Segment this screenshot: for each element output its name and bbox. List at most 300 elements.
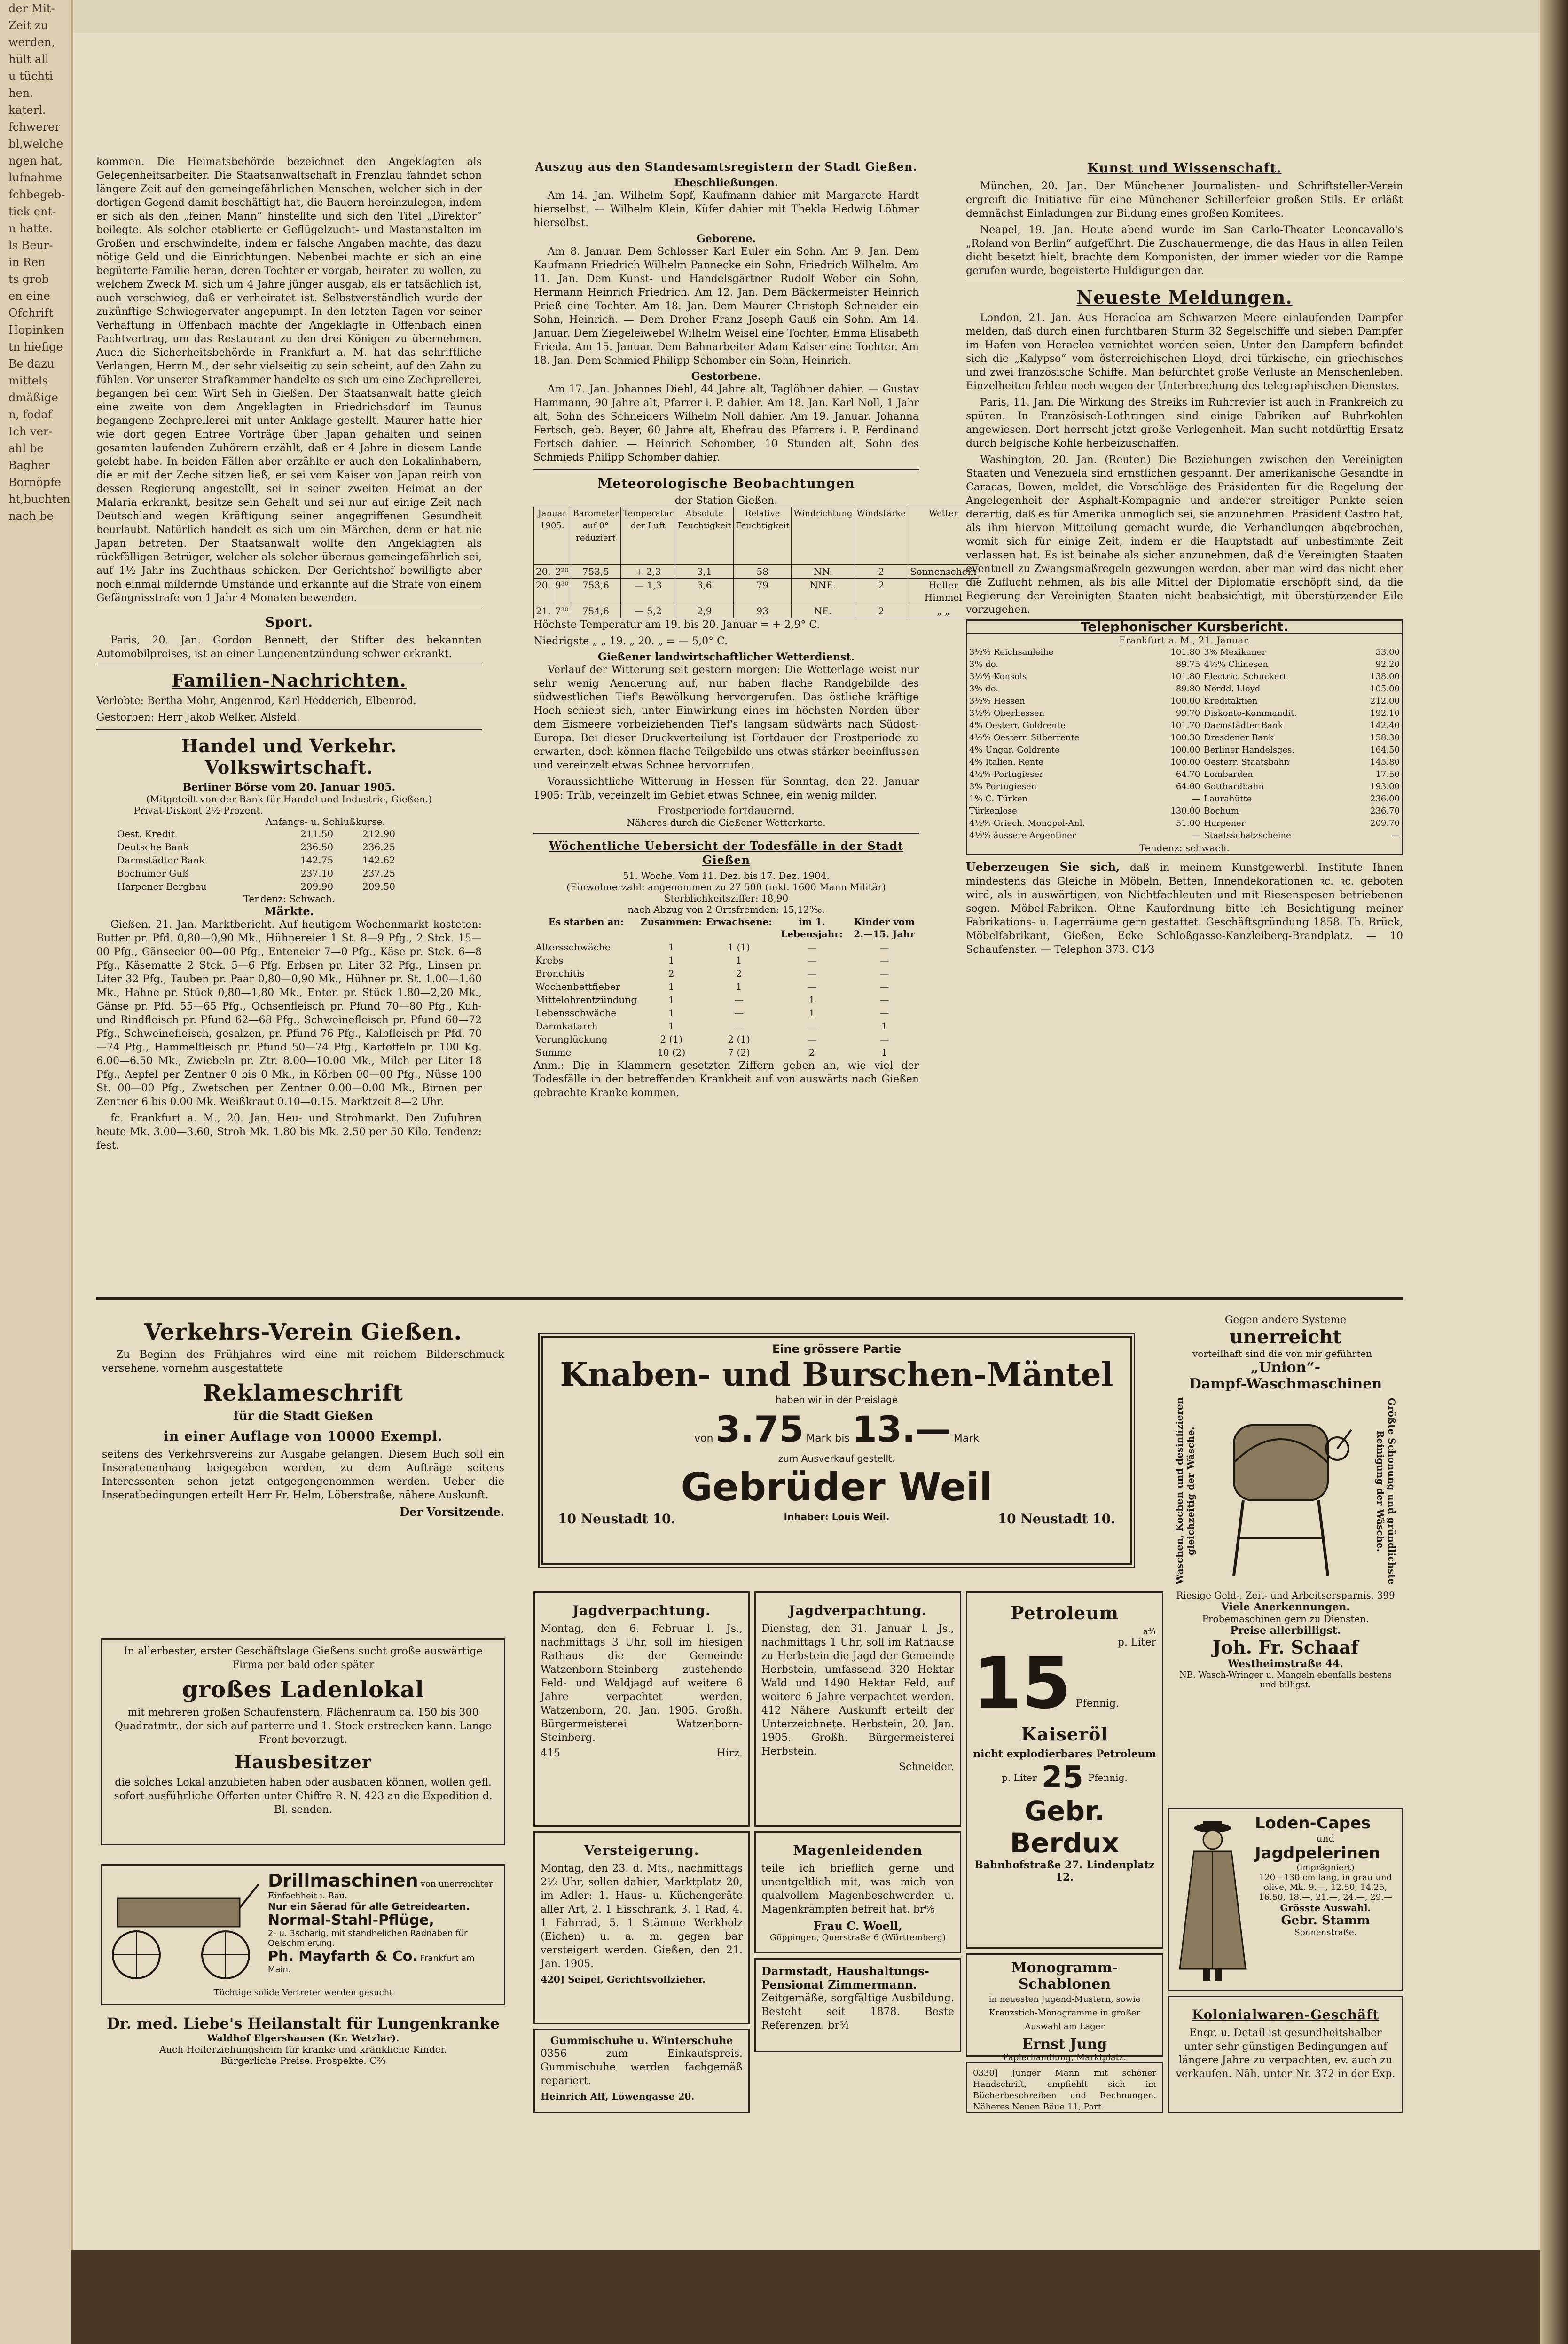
ad-jagd-watzenborn [533, 1591, 750, 1827]
meteo-cell: 21. [534, 604, 553, 618]
gutter-line: Zeit zu [8, 19, 48, 32]
table-row [967, 744, 1403, 756]
stock-name: 4½% Oesterr. Silberrente [969, 733, 1080, 743]
deaths-cell: 1 [881, 1020, 887, 1032]
deaths-cell: — [734, 1007, 744, 1019]
meteo-cell: — 5,2 [621, 604, 675, 618]
drill-text-2: 2- u. 3scharig, mit standhelichen Radnaben für Oelschmierung. [268, 1929, 468, 1948]
arts-heading: Kunst und Wissenschaft. [1087, 160, 1282, 176]
stock-name: Türkenlose [969, 806, 1017, 816]
stock-name: 3% do. [969, 659, 999, 669]
ad-loden-capes [1168, 1808, 1403, 1991]
table-row [967, 793, 1403, 805]
table-row [115, 880, 397, 893]
meteo-heading: Meteorologische Beobachtungen [597, 476, 855, 491]
deaths-population: (Einwohnerzahl: angenommen zu 27 500 (inkl. 1600 Mann Militär) [566, 881, 886, 893]
stock-name: 3½% Hessen [969, 696, 1025, 706]
kais-heading: Kaiseröl [1021, 1724, 1108, 1745]
deaths-cell: 1 [736, 981, 742, 992]
berdux-heading: Gebr. Berdux [1010, 1795, 1120, 1859]
drill-firm: Ph. Mayfarth & Co. [268, 1948, 418, 1965]
stock-price: 99.70 [1176, 708, 1200, 718]
ad-verkehrsverein [96, 1309, 510, 1620]
gutter-line: werden, [8, 36, 55, 49]
table-row [967, 781, 1403, 793]
union-pre: Gegen andere Systeme [1224, 1314, 1347, 1326]
deaths-cell: Verunglückung [535, 1034, 608, 1045]
deaths-cell: Lebensschwäche [535, 1007, 617, 1019]
stock-name: Staatsschatzscheine [1204, 831, 1291, 840]
deaths-cell: — [734, 994, 744, 1005]
table-row [967, 805, 1403, 817]
stock-name: 4% Ungar. Goldrente [969, 745, 1060, 755]
deaths-cell: — [807, 1020, 817, 1032]
meteo-cell: 20. [534, 565, 553, 579]
column-2 [533, 155, 977, 1283]
bottom-margin [71, 2250, 1540, 2344]
table-row [967, 817, 1403, 830]
table-row [533, 941, 919, 954]
boerse-discount: Privat-Diskont 2½ Prozent. [134, 805, 263, 816]
meteo-column-header: Relative Feuchtigkeit [733, 507, 791, 565]
magen-address: Göppingen, Querstraße 6 (Württemberg) [769, 1933, 946, 1943]
gutter-line: n hatte. [8, 222, 53, 235]
weil-von: von [694, 1433, 713, 1444]
meteo-column-header: Absolute Feuchtigkeit [675, 507, 733, 565]
table-row [967, 683, 1403, 695]
meteo-cell: 3,6 [675, 579, 733, 604]
deaths-cell: 1 [668, 1020, 674, 1032]
union-side-text-left: Waschen, Kochen und desinfizieren gleichzeitig der Wäsche. [1174, 1397, 1196, 1585]
weil-mark-2: Mark [953, 1433, 979, 1444]
stock-price: 193.00 [1370, 782, 1400, 792]
meteo-cell: 2²⁰ [553, 565, 571, 579]
weil-sub: haben wir in der Preislage [775, 1394, 898, 1405]
deaths-cell: Altersschwäche [535, 941, 611, 953]
verkehrsverein-text-2: seitens des Verkehrsvereins zur Ausgabe gelangen. Diesem Buch soll ein Inseratenanhang beigegeben werden, zu dem Aufträge seitens Interessenten schon jetzt entgegengenommen werden. Ueber die Inseratbedingungen erteilt Herr Fr. Helm, Löberstraße, nähere Auskunft. [102, 1449, 504, 1501]
gutter-line: ls Beur- [8, 239, 53, 252]
deaths-cell: 2 (1) [660, 1034, 682, 1045]
arts-text-2: Neapel, 19. Jan. Heute abend wurde im San Carlo-Theater Leoncavallo's „Roland von Berlin“ aufgeführt. Die Zuschauermenge, die das Haus in allen Teilen dicht besetzt hielt, brachte dem Komponisten, der immer wieder vor die Rampe gerufen wurde, begeisterte Huldigungen dar. [966, 224, 1403, 277]
table-row [533, 1019, 919, 1033]
stock-report-date: Frankfurt a. M., 21. Januar. [1119, 635, 1250, 646]
deaths-overview-heading: Wöchentliche Uebersicht der Todesfälle in der Stadt Gießen [549, 839, 904, 867]
boerse-table [115, 827, 397, 893]
union-text: vorteilhaft sind die von mir geführten [1192, 1348, 1372, 1359]
deaths-sum-cell: 1 [881, 1047, 887, 1058]
markets-text: Gießen, 21. Jan. Marktbericht. Auf heutigem Wochenmarkt kosteten: Butter pr. Pfd. 0,80—0,90 Mk., Hühnereier 1 St. 8—9 Pfg., 2 Stck. 15—00 Pfg., Gänseeier 00—00 Pfg., Enteneier 7—0 Pfg., Käse pr. Stck. 6—8 Pfg., Käsematte 2 Stck. 5—6 Pfg. Erbsen pr. Liter 32 Pfg., Linsen pr. Liter 32 Pfg., Tauben pr. Paar 0,80—0,90 Mk., Hühner pr. St. 1.00—1.60 Mk., Hahne pr. Stück 0,80—1,80 Mk., Enten pr. Stück 1.80—2,20 Mk., Gänse pr. Pfd. 55—65 Pfg., Ochsenfleisch pr. Pfund 70—80 Pfg., Kuh- und Rindfleisch pr. Pfund 62—68 Pfg., Schweinefleisch pr. Pfund 60—72 Pfg., Schweinefleisch, gesalzen, pr. Pfund 76 Pfg., Kalbfleisch pr. Pfd. 70—74 Pfg., Hammelfleisch pr. Pfund 50—74 Pfg., Kartoffeln pr. 100 Kg. 6.00—6.50 Mk., Zwiebeln pr. Ztr. 8.00—10.00 Mk., Milch per Liter 18 Pfg., Aepfel per Zentner 0 bis 0 Mk., in Körben 00—00 Pfg., Nüsse 100 St. 00—00 Pfg., Zwetschen per Zentner 0.00—0.00 Mk., Birnen per Zentner 6 bis 0.00 Mk. Weißkraut 0.10—0.15. Marktzeit 8—2 Uhr. [96, 919, 482, 1108]
stock-price: 100.00 [1170, 745, 1200, 755]
gutter-line: bl,welche [8, 137, 63, 150]
gutter-line: katerl. [8, 103, 46, 117]
verkehrsverein-reklameschrift: Reklameschrift [203, 1380, 403, 1406]
meteo-cell: 20. [534, 579, 553, 604]
boerse-close: 212.90 [362, 828, 395, 839]
verst-text: Montag, den 23. d. Mts., nachmittags 2½ Uhr, sollen dahier, Marktplatz 20, im Adler: 1. Haus- u. Küchengeräte aller Art, 2. 1 Eisschrank, 3. 1 Rad, 4. 1 Fahrrad, 5. 1 Stämme Werkholz (Eichen) u. a. m. gegen bar versteigert werden. Gießen, den 21. Jan. 1905. [541, 1863, 743, 1970]
meteo-station: der Station Gießen. [674, 495, 778, 507]
deaths-cell: — [879, 1034, 889, 1045]
stock-name: Dresdener Bank [1204, 733, 1274, 743]
deaths-cell: Krebs [535, 955, 564, 966]
verst-signature: 420] Seipel, Gerichtsvollzieher. [541, 1974, 706, 1985]
ad-gummischuhe [533, 2029, 750, 2113]
meteo-cell: 3,1 [675, 565, 733, 579]
meteo-column-header: Windrichtung [792, 507, 855, 565]
stock-price: 101.80 [1170, 647, 1200, 657]
stock-name: Darmstädter Bank [1204, 721, 1283, 730]
loden-selection: Grösste Auswahl. [1280, 1902, 1371, 1913]
gutter-line: Ich ver- [8, 425, 53, 438]
drill-heading-2: Normal-Stahl-Pflüge, [268, 1912, 434, 1929]
meteo-table [533, 507, 979, 618]
ad-monogramm [966, 1953, 1163, 2062]
kais-unit: Pfennig. [1088, 1772, 1128, 1783]
stock-name: 4½% Griech. Monopol-Anl. [969, 818, 1085, 828]
deaths-cell: 1 [668, 955, 674, 966]
table-row [967, 756, 1403, 768]
jagd1-code: 415 [541, 1748, 560, 1759]
jagd1-heading: Jagdverpachtung. [572, 1603, 711, 1618]
liebe-text-1: Waldhof Elgershausen (Kr. Wetzlar). [207, 2032, 400, 2044]
mono-firm: Ernst Jung [1022, 2036, 1107, 2053]
magen-firm: Frau C. Woell, [813, 1919, 902, 1933]
stock-name: Gotthardbahn [1204, 782, 1264, 792]
stock-price: 101.80 [1170, 672, 1200, 682]
stock-name: Nordd. Lloyd [1204, 684, 1261, 694]
deaths-column-header: Zusammen: [641, 916, 702, 927]
stock-price: 158.30 [1370, 733, 1400, 743]
petr-per: p. Liter [1117, 1637, 1156, 1648]
boerse-security: Darmstädter Bank [117, 855, 205, 866]
drill-heading: Drillmaschinen [268, 1870, 418, 1891]
stock-name: Laurahütte [1204, 794, 1252, 804]
stock-name: 4½% äussere Argentiner [969, 831, 1076, 840]
table-row [533, 1006, 919, 1019]
liebe-text-2: Auch Heilerziehungsheim für kranke und kränkliche Kinder. [159, 2044, 447, 2055]
markets-heading: Märkte. [264, 904, 314, 918]
deaths-cell: — [879, 1007, 889, 1019]
deaths-cell: 1 [736, 955, 742, 966]
deaths-column-header: Erwachsene: [706, 916, 772, 927]
table-row [533, 954, 919, 967]
kais-per: p. Liter [1002, 1772, 1037, 1783]
jagd2-signature: Schneider. [899, 1761, 954, 1773]
deaths-cell: — [807, 941, 817, 953]
jagd1-text: Montag, den 6. Februar l. Js., nachmittags 3 Uhr, soll im hiesigen Rathaus die der Gemeinde Watzenborn-Steinberg zustehende Feld- und Waldjagd auf weitere 6 Jahre verpachtet werden. Watzenborn, 20. Jan. 1905. Großh. Bürgermeisterei Watzenborn-Steinberg. [541, 1623, 743, 1744]
meteo-cell: 2 [855, 604, 908, 618]
ad-ladenlokal [101, 1638, 505, 1845]
deaths-cell: 1 (1) [728, 941, 750, 953]
table-row [533, 967, 919, 980]
stock-name: 4% Oesterr. Goldrente [969, 721, 1066, 730]
boerse-close: 236.25 [362, 841, 395, 853]
weil-address-right: 10 Neustadt 10. [997, 1511, 1115, 1527]
weil-price-to: 13.— [852, 1408, 951, 1450]
stock-price: 64.00 [1176, 782, 1200, 792]
ad-darmstadt-pensionat [754, 1958, 961, 2052]
book-edge [1540, 0, 1568, 2344]
union-demo: Probemaschinen gern zu Diensten. [1202, 1613, 1369, 1624]
drill-city: Frankfurt am Main. [268, 1953, 475, 1975]
union-name: „Union“- [1250, 1359, 1321, 1376]
drill-text-1: Nur ein Säerad für alle Getreidearten. [268, 1901, 470, 1912]
stock-price: 100.00 [1170, 696, 1200, 706]
weather-forecast: Voraussichtliche Witterung in Hessen für Sonntag, den 22. Januar 1905: Trüb, vereinzelt im Gebiet etwas Schnee, ein wenig milder. [533, 776, 919, 801]
stock-name: 3% do. [969, 684, 999, 694]
deaths-cell: 1 [808, 1007, 815, 1019]
union-nb: NB. Wasch-Wringer u. Mangeln ebenfalls bestens und billigst. [1179, 1670, 1392, 1690]
meteo-column-header: Barometer auf 0° reduziert [571, 507, 621, 565]
table-row [967, 646, 1403, 659]
deaths-cell: 1 [668, 981, 674, 992]
gutter-line: tiek ent- [8, 205, 56, 218]
union-side-text-right: Größte Schonung und gründlichste Reinigung der Wäsche. [1375, 1397, 1397, 1584]
deaths-cell: Bronchitis [535, 968, 585, 979]
boerse-tendency: Tendenz: Schwach. [243, 893, 335, 904]
laden-hausbesitzer: Hausbesitzer [235, 1751, 372, 1772]
stock-price: — [1192, 831, 1200, 840]
liebe-text-3: Bürgerliche Preise. Prospekte. [220, 2055, 367, 2066]
deaths-sum-cell: 10 (2) [657, 1047, 686, 1058]
laden-text-2: mit mehreren großen Schaufenstern, Flächenraum ca. 150 bis 300 Quadratmtr., der sich auf parterre und 1. Stock erstrecken kann. Lange Front bevorzugt. [114, 1707, 492, 1746]
gummi-heading: Gummischuhe u. Winterschuhe [550, 2035, 733, 2047]
article-intro: kommen. Die Heimatsbehörde bezeichnet den Angeklagten als Gelegenheitsarbeiter. Die Staatsanwaltschaft in Frenzlau fahndet schon längere Zeit auf den gemeingefährlichen Menschen, welcher sich in der dortigen Gegend damit beschäftigt hat, die Bauern hereinzulegen, indem er sich als den „feinen Mann“ hinstellte und sich den Titel „Direktor“ beilegte. Als solcher etablierte er Geflügelzucht- und Mastanstalten im Großen und erschwindelte, indem er falsche Angaben machte, das dazu nötige Geld und die Einrichtungen. Nebenbei machte er sich an eine begüterte Familie heran, deren Tochter er vorgab, heiraten zu wollen, zu welchem Zweck M. sich um 4 Jahre jünger ausgab, als er tatsächlich ist, auch verschwieg, daß er verheiratet ist. Selbstverständlich wurde der zukünftige Schwiegervater angepumpt. In den letzten Tagen vor seiner Verhaftung in Offenbach machte der Angeklagte in Offenbach einen Pachtvertrag, um das Restaurant zu den drei Königen zu übernehmen. Auch die Sicherheitsbehörde in Frankfurt a. M. hat das schriftliche Verlangen, Herrn M., der sehr vielseitig zu sein scheint, auf den Zahn zu fühlen. Vor unserer Strafkammer handelte es sich um eine Zechprellerei, begangen bei dem Wirt Seh in Gießen. Der Staatsanwalt hatte gleich eine zweite von dem Angeklagten in Friedrichsdorf im Taunus begangene Zechprellerei mit unter Anklage gestellt. Maurer hatte hier wie dort gegen Entree Vorträge über Japan gehalten und seinen gesamten laufenden Zuhörern erzählt, daß er 4 Jahre in diesem Lande gelebt habe. In beiden Fällen aber erzählte er auch den Lokalinhabern, die er mit der Zeche sitzen ließ, er sei vom Kaiser von Japan reich von dessen Regierung angestellt, sei in seiner zweiten Heimat an der Malaria erkrankt, besitze sein Gehalt und sei nur auf einige Zeit nach Deutschland wegen Kräftigung seiner angegriffenen Gesundheit beurlaubt. Natürlich handelt es sich um ein Märchen, denn er hat nie Japan betreten. Der Staatsanwalt wollte den Angeklagten als rückfälligen Betrüger, welcher als solcher überaus gemeingefährlich sei, auf 1½ Jahr ins Zuchthaus schicken. Der Gerichtshof bewilligte aber noch einmal mildernde Umstände und erkannte auf die Strafe von einem Gefängnisstrafe von 1 Jahr 4 Monaten bewenden. [96, 156, 482, 604]
stock-name: Lombarden [1204, 769, 1253, 779]
table-row [967, 768, 1403, 781]
meteo-cell: 9³⁰ [553, 579, 571, 604]
table-row [967, 830, 1403, 842]
gummi-text: 0356 zum Einkaufspreis. Gummischuhe werden fachgemäß repariert. [541, 2048, 743, 2087]
stock-name: Harpener [1204, 818, 1246, 828]
ad-jagd-herbstein [754, 1591, 961, 1827]
gutter-line: Be dazu [8, 357, 55, 370]
union-heading: unerreicht [1229, 1326, 1342, 1348]
meteo-cell: 79 [733, 579, 791, 604]
deaths-cell: — [879, 968, 889, 979]
deaths-cell: — [734, 1020, 744, 1032]
table-row [534, 604, 979, 618]
gutter-line: hen. [8, 86, 33, 100]
deaths-week: 51. Woche. Vom 11. Dez. bis 17. Dez. 1904. [623, 870, 830, 881]
kais-price: 25 [1041, 1760, 1083, 1795]
meteo-cell: 7³⁰ [553, 604, 571, 618]
table-row [967, 707, 1403, 720]
darm-text: Zeitgemäße, sorgfältige Ausbildung. Besteht seit 1878. Beste Referenzen. br⁵⁄₁ [761, 1992, 954, 2031]
stock-report-tendency: Tendenz: schwach. [1139, 842, 1230, 854]
stock-price: 92.20 [1375, 659, 1400, 669]
boerse-open: 237.10 [300, 868, 334, 879]
verkehrsverein-edition: in einer Auflage von 10000 Exempl. [164, 1428, 443, 1444]
weil-title: Knaben- und Burschen-Mäntel [560, 1356, 1113, 1394]
ad-junger-mann [966, 2062, 1163, 2113]
liebe-heading: Dr. med. Liebe's Heilanstalt für Lungenkranke [107, 2015, 500, 2032]
stock-price: 212.00 [1370, 696, 1400, 706]
liebe-code: C²⁄₃ [369, 2055, 386, 2066]
stock-price: 51.00 [1176, 818, 1200, 828]
weather-frost: Frostperiode fortdauernd. [657, 805, 795, 817]
deaths-table [533, 915, 919, 1059]
family-gestorben: Gestorben: Herr Jakob Welker, Alsfeld. [96, 712, 300, 723]
deaths-cell: 2 [668, 968, 674, 979]
arts-text-1: München, 20. Jan. Der Münchener Journalisten- und Schriftsteller-Verein ergreift die Initiative für eine Münchener Schillerfeier großen Stils. Er erläßt demnächst Einladungen zur Bildung eines großen Komitees. [966, 180, 1403, 220]
deaths-text: Am 17. Jan. Johannes Diehl, 44 Jahre alt, Taglöhner dahier. — Gustav Hammann, 90 Jahre alt, Pfarrer i. P. dahier. Am 18. Jan. Karl Noll, 1 Jahr alt, Sohn des Schneiders Wilhelm Noll dahier. Am 19. Januar. Johanna Fertsch, geb. Beyer, 60 Jahre alt, Ehefrau des Pfarrers i. P. Ferdinand Fertsch dahier. — Heinrich Schomber, 10 Stunden alt, Sohn des Schmieds Philipp Schomber dahier. [533, 384, 919, 463]
verkehrsverein-text-1: Zu Beginn des Frühjahres wird eine mit reichem Bilderschmuck versehene, vornehm ausgestattete [102, 1349, 504, 1374]
kolon-text: Engr. u. Detail ist gesundheitshalber unter sehr günstigen Bedingungen auf längere Jahre zu verpachten, ev. auch zu verkaufen. Näh. unter Nr. 372 in der Exp. [1176, 2027, 1396, 2080]
meteo-cell: Heller Himmel [908, 579, 979, 604]
deaths-cell: — [879, 955, 889, 966]
laden-text-1: In allerbester, erster Geschäftslage Gießens sucht große auswärtige Firma per bald oder später [124, 1646, 483, 1671]
deaths-sum-cell: 2 [808, 1047, 815, 1058]
stock-price: 100.00 [1170, 757, 1200, 767]
stock-price: 138.00 [1370, 672, 1400, 682]
gummi-signature: Heinrich Aff, Löwengasse 20. [541, 2091, 695, 2102]
loden-heading-2: Jagdpelerinen [1255, 1844, 1380, 1863]
latest-news-2: Paris, 11. Jan. Die Wirkung des Streiks im Ruhrrevier ist auch in Frankreich zu spüren. In Französisch-Lothringen sind einige Fabriken auf Ruhrkohlen angewiesen. Dort herrscht jetzt große Verlegenheit. Man sucht notdürftig Ersatz durch belgische Kohle herbeizuschaffen. [966, 397, 1403, 449]
verkehrsverein-signature: Der Vorsitzende. [400, 1505, 504, 1519]
meteo-cell: 753,5 [571, 565, 621, 579]
family-verlobte: Verlobte: Bertha Mohr, Angenrod, Karl Hedderich, Elbenrod. [96, 695, 416, 707]
deaths-cell: — [807, 955, 817, 966]
boerse-open: 211.50 [300, 828, 334, 839]
loden-street: Sonnenstraße. [1294, 1928, 1357, 1937]
union-address: Westheimstraße 44. [1227, 1658, 1344, 1670]
meteo-cell: 2 [855, 565, 908, 579]
latest-news-1: London, 21. Jan. Aus Heraclea am Schwarzen Meere einlaufenden Dampfer melden, daß durch einen furchtbaren Sturm 32 Segelschiffe und sieben Dampfer im Hafen von Heraclea vernichtet worden seien. Unter den Dampfern befindet sich die „Kalypso“ vom österreichischen Lloyd, drei türkische, ein griechisches und zwei französische Schiffe. Man befürchtet große Verluste an Menschenleben. Einzelheiten fehlen noch wegen der Unterbrechung des telegraphischen Dienstes. [966, 312, 1403, 392]
gutter-line: u tüchti [8, 70, 53, 83]
petr-code: a⁴⁄₁ [1143, 1627, 1156, 1637]
berdux-address: Bahnhofstraße 27. Lindenplatz 12. [974, 1859, 1155, 1883]
deaths-sum-cell: Summe [535, 1047, 572, 1058]
deaths-rate-adjusted: nach Abzug von 2 Ortsfremden: 15,12‰. [627, 904, 825, 915]
stock-price: — [1391, 831, 1400, 840]
weil-address-left: 10 Neustadt 10. [558, 1511, 676, 1527]
boerse-close: 142.62 [362, 855, 395, 866]
weil-pre: Eine grössere Partie [772, 1342, 902, 1356]
gutter-line: fchwerer [8, 120, 60, 133]
union-product: Dampf-Waschmaschinen [1189, 1376, 1382, 1392]
weather-service-heading: Gießener landwirtschaftlicher Wetterdienst. [598, 651, 855, 663]
meteo-cell: 754,6 [571, 604, 621, 618]
ad-dr-liebe [101, 2010, 505, 2090]
ad-union-waschmaschinen [1168, 1309, 1403, 1798]
stock-price: 101.70 [1170, 721, 1200, 730]
stock-name: Berliner Handelsges. [1204, 745, 1295, 755]
deaths-cell: — [879, 981, 889, 992]
loden-und: und [1316, 1833, 1335, 1844]
boerse-open: 142.75 [300, 855, 334, 866]
latest-news-3: Washington, 20. Jan. (Reuter.) Die Beziehungen zwischen den Vereinigten Staaten und Venezuela sind ernstlichen gespannt. Der amerikanische Gesandte in Caracas, Bowen, meldet, die Vorschläge des Präsidenten für die Regelung der Angelegenheit der Asphalt-Kompagnie und anderer streitiger Punkte seien derartig, daß es für Amerika unmöglich sei, sie anzunehmen. Präsident Castro hat, als ihm hiervon Mitteilung gemacht wurde, die Verhandlungen abgebrochen, womit sich für einige Zeit, indem er die Hauptstadt auf unbestimmte Zeit verlassen hat. Es ist beinahe als sicher anzunehmen, daß die Vereinigten Staaten eventuell zu Zwangsmaßregeln gezwungen werden, aber man wird das nicht eher die Zuflucht nehmen, als bis alle Mittel der Diplomatie erschöpft sind, da die Regierung der Vereinigten Staaten nicht beabsichtigt, mit überstürzender Eile vorzugehen. [966, 454, 1403, 616]
deaths-cell: 2 (1) [728, 1034, 750, 1045]
deaths-column-header: Kinder vom 2.—15. Jahr [854, 916, 915, 940]
stock-name: 1% C. Türken [969, 794, 1028, 804]
ad-kolonialwaren [1168, 1996, 1403, 2113]
column-1 [96, 155, 482, 1283]
deaths-cell: — [807, 981, 817, 992]
boerse-heading: Berliner Börse vom 20. Januar 1905. [182, 781, 396, 793]
gutter-line: Bornöpfe [8, 476, 61, 489]
gutter-line: ht,buchten [8, 493, 71, 506]
loden-firm: Gebr. Stamm [1281, 1913, 1370, 1928]
deaths-cell: 1 [668, 1007, 674, 1019]
meteo-cell: 58 [733, 565, 791, 579]
gutter-line: tn hiefige [8, 340, 63, 353]
deaths-cell: Wochenbettfieber [535, 981, 620, 992]
deaths-column-header: Es starben an: [548, 916, 624, 927]
deaths-cell: Mittelohrentzündung [535, 994, 637, 1005]
table-row [967, 695, 1403, 707]
deaths-sum-cell: 7 (2) [728, 1047, 750, 1058]
stock-name: 3½% Konsols [969, 672, 1027, 682]
stock-price: 130.00 [1170, 806, 1200, 816]
table-row [967, 732, 1403, 744]
boerse-open: 209.90 [300, 881, 334, 892]
jagd1-signature: Hirz. [716, 1748, 743, 1759]
marriages-text: Am 14. Jan. Wilhelm Sopf, Kaufmann dahier mit Margarete Hardt hierselbst. — Wilhelm Klein, Küfer dahier mit Thekla Hedwig Löhmer hierselbst. [533, 190, 919, 229]
meteo-column-header: Temperatur der Luft [621, 507, 675, 565]
verkehrsverein-heading: Verkehrs-Verein Gießen. [144, 1319, 463, 1345]
stock-name: 4½% Portugieser [969, 769, 1043, 779]
meteo-cell: 93 [733, 604, 791, 618]
boerse-source: (Mitgeteilt von der Bank für Handel und Industrie, Gießen.) [146, 793, 432, 805]
stock-price: 236.00 [1370, 794, 1400, 804]
stock-price: — [1192, 794, 1200, 804]
stock-price: 53.00 [1375, 647, 1400, 657]
meteo-cell: — 1,3 [621, 579, 675, 604]
deaths-sum-row [533, 1046, 919, 1059]
stock-name: Oesterr. Staatsbahn [1204, 757, 1290, 767]
boerse-close: 237.25 [362, 868, 395, 879]
magen-text: teile ich brieflich gerne und unentgeltlich mit, was mich von qualvollem Magenbeschwerden u. Magenkrämpfen befreit hat. br⁶⁄₅ [761, 1863, 954, 1915]
magen-heading: Magenleidenden [793, 1842, 923, 1858]
meteo-cell: 2,9 [675, 604, 733, 618]
stock-name: Bochum [1204, 806, 1239, 816]
petr-unit: Pfennig. [1075, 1698, 1120, 1709]
boerse-close: 209.50 [362, 881, 395, 892]
weather-service-text: Verlauf der Witterung seit gestern morgen: Die Wetterlage weist nur sehr wenig Aenderung auf, nur haben flache Randgebilde des südwestlichen Tief's Bewölkung hervorgerufen. Das östliche kräftige Hoch schiebt sich, unter Einwirkung eines im höchsten Norden über dem Eismeere vorbeiziehenden Tief's langsam südwärts nach Südost-Europa. Bei dieser Druckverteilung ist Fortdauer der Frostperiode zu erwarten, doch können flache Teilgebilde uns etwas stärker beeinflussen und vereinzelt etwas Schnee hervorrufen. [533, 664, 919, 771]
man-in-cape-illustration [1175, 1814, 1250, 1983]
stock-price: 192.10 [1370, 708, 1400, 718]
meteo-max: Höchste Temperatur am 19. bis 20. Januar = + 2,9° C. [533, 619, 820, 631]
table-row [115, 854, 397, 867]
births-heading: Geborene. [696, 233, 756, 245]
boerse-open: 236.50 [300, 841, 334, 853]
union-code: 399 [1377, 1590, 1395, 1601]
mono-heading: Monogramm-Schablonen [1011, 1960, 1118, 1992]
boerse-security: Harpener Bergbau [117, 881, 207, 892]
gutter-line: Ofchrift [8, 306, 54, 320]
deaths-note: Anm.: Die in Klammern gesetzten Ziffern geben an, wie viel der Todesfälle in der betreffenden Krankheit auf von auswärts nach Gießen gebrachte Kranke kommen. [533, 1060, 919, 1099]
stock-price: 17.50 [1375, 769, 1400, 779]
loden-prices: 120—130 cm lang, in grau und olive, Mk. 9.—, 12.50, 14.25, 16.50, 18.—, 21.—, 24.—, 29.— [1259, 1873, 1392, 1902]
laden-text-3: die solches Lokal anzubieten haben oder ausbauen können, wollen gefl. sofort ausführliche Offerten unter Chiffre R. N. 423 an die Expedition d. Bl. senden. [114, 1777, 493, 1816]
stock-report-heading: Telephonischer Kursbericht. [967, 620, 1403, 634]
mono-text: in neuesten Jugend-Mustern, sowie Kreuzstich-Monogramme in großer Auswahl am Lager [988, 1994, 1141, 2031]
washing-machine-illustration [1215, 1397, 1356, 1585]
meteo-cell: NE. [792, 604, 855, 618]
deaths-cell: 2 [736, 968, 742, 979]
deaths-cell: Darmkatarrh [535, 1020, 598, 1032]
weil-price-from: 3.75 [715, 1408, 804, 1450]
drill-text-3: Tüchtige solide Vertreter werden gesucht [213, 1988, 393, 1998]
stock-price: 105.00 [1370, 684, 1400, 694]
gutter-line: in Ren [8, 256, 46, 269]
stock-price: 142.40 [1370, 721, 1400, 730]
union-savings: Riesige Geld-, Zeit- und Arbeitsersparnis. [1176, 1590, 1374, 1601]
markets-text-2: fc. Frankfurt a. M., 20. Jan. Heu- und Strohmarkt. Den Zufuhren heute Mk. 3.00—3.60, Stroh Mk. 1.80 bis Mk. 2.50 per 50 Kilo. Tendenz: fest. [96, 1113, 482, 1152]
deaths-column-header: im 1. Lebensjahr: [781, 916, 843, 940]
table-row [967, 659, 1403, 671]
sport-text: Paris, 20. Jan. Gordon Bennett, der Stifter des bekannten Automobilpreises, ist an einer Lungenentzündung schwer erkrankt. [96, 635, 482, 660]
